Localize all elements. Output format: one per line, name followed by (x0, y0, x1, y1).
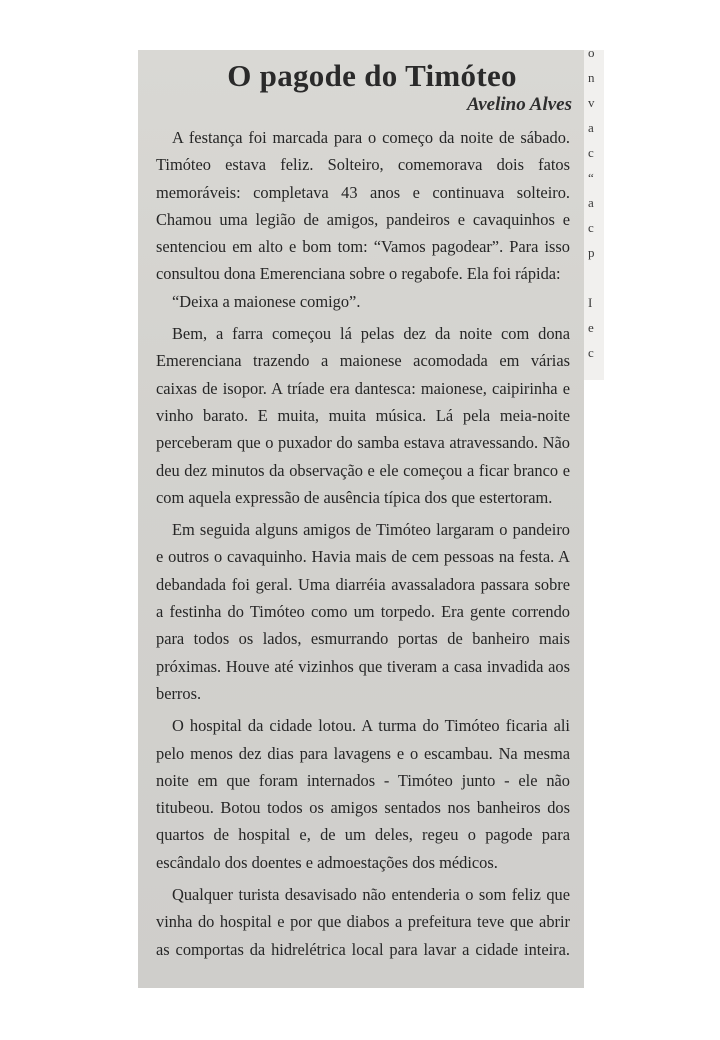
adjacent-letter: a (588, 195, 594, 210)
adjacent-letter: c (588, 345, 594, 360)
adjacent-letter: v (588, 95, 595, 110)
newspaper-clipping (138, 50, 584, 988)
adjacent-letter: I (588, 295, 593, 310)
paragraph: O hospital da cidade lotou. A turma do Timóteo ficaria ali pelo menos dez dias para lavagens e o escambau. Na mesma noite em que foram internados - Timóteo junto - ele não titubeou. Botou todos os amigos sentados nos banheiros dos quartos de hospital e, de um deles, regeu o pagode para escândalo dos doentes e admoestações dos médicos. (156, 716, 570, 872)
article-body (156, 124, 570, 963)
paragraph: Qualquer turista desavisado não entenderia o som feliz que vinha do hospital e por que diabos a prefeitura teve que abrir as comportas da hidrelétrica local para lavar a cidade inteira. (156, 885, 570, 959)
paragraph: Bem, a farra começou lá pelas dez da noite com dona Emerenciana trazendo a maionese acomodada em várias caixas de isopor. A tríade era dantesca: maionese, caipirinha e vinho barato. E muita, muita música. Lá pela meia-noite perceberam que o puxador do samba estava atravessando. Não deu dez minutos da observação e ele começou a ficar branco e com aquela expressão de ausência típica dos que estertoram. (156, 324, 570, 507)
paragraph: Em seguida alguns amigos de Timóteo largaram o pandeiro e outros o cavaquinho. Havia mais de cem pessoas na festa. A debandada foi geral. Uma diarréia avassaladora passara sobre a festinha do Timóteo como um torpedo. Era gente correndo para todos os lados, esmurrando portas de banheiro mais próximas. Houve até vizinhos que tiveram a casa invadida aos berros. (156, 520, 570, 703)
article-title: O pagode do Timóteo (227, 58, 517, 93)
article-author: Avelino Alves (466, 94, 572, 115)
adjacent-letter: c (588, 220, 594, 235)
adjacent-column-fragment (588, 40, 604, 365)
adjacent-letter: a (588, 120, 594, 135)
adjacent-letter: e (588, 320, 594, 335)
adjacent-letter: n (588, 70, 595, 85)
adjacent-letter: c (588, 145, 594, 160)
adjacent-letter: “ (588, 170, 594, 185)
adjacent-letter: p (588, 245, 595, 260)
paragraph: A festança foi marcada para o começo da noite de sábado. Timóteo estava feliz. Solteiro, comemorava dois fatos memoráveis: completava 43 anos e continuava solteiro. Chamou uma legião de amigos, pandeiros e cavaquinhos e sentenciou em alto e bom tom: “Vamos pagodear”. Para isso consultou dona Emerenciana sobre o regabofe. Ela foi rápida: (156, 128, 570, 284)
adjacent-letter (588, 265, 604, 290)
adjacent-letter: o (588, 45, 595, 60)
paragraph-quote: “Deixa a maionese comigo”. (172, 291, 361, 311)
